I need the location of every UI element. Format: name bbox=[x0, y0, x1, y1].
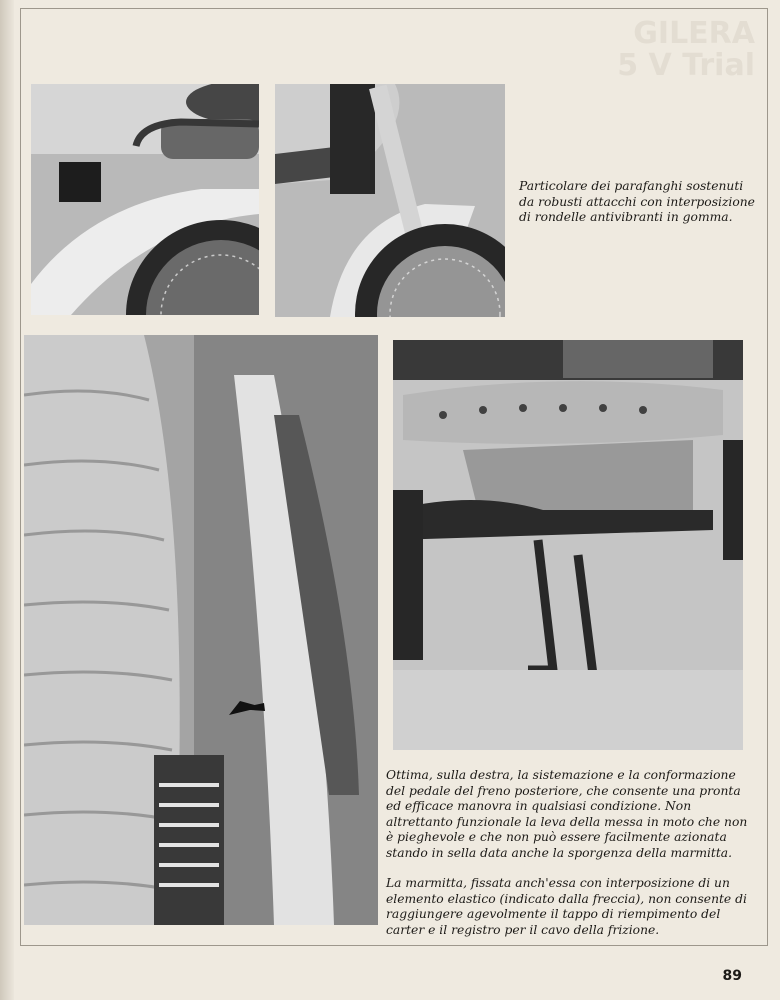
caption-fenders-text: Particolare dei parafanghi sostenuti da robusti attacchi con interposizione di rondelle antivibranti in gomma. bbox=[519, 179, 755, 224]
front-fender-photo bbox=[275, 84, 505, 317]
caption-fenders bbox=[519, 179, 755, 226]
show-through-heading: GILERA 5 V Trial bbox=[617, 16, 755, 83]
exhaust-side-photo bbox=[24, 335, 378, 925]
page-number: 89 bbox=[722, 968, 742, 984]
caption-exhaust bbox=[386, 876, 750, 938]
caption-brake-pedal bbox=[386, 768, 750, 861]
engine-kickstand-photo bbox=[393, 340, 743, 750]
page-edge bbox=[0, 0, 14, 1000]
caption-brake-pedal-text: Ottima, sulla destra, la sistemazione e la conformazione del pedale del freno posteriore, che consente una pronta ed efficace manovra in qualsiasi condizione. Non altrettanto funzionale la leva della messa in moto che non è pieghevole e che non può essere facilmente azionata stando in sella data anche la sporgenza della marmitta. bbox=[386, 768, 748, 860]
rear-fender-photo bbox=[31, 84, 259, 315]
caption-exhaust-text: La marmitta, fissata anch'essa con interposizione di un elemento elastico (indicato dalla freccia), non consente di raggiungere agevolmente il tappo di riempimento del carter e il registro per il cavo della frizione. bbox=[386, 876, 747, 937]
